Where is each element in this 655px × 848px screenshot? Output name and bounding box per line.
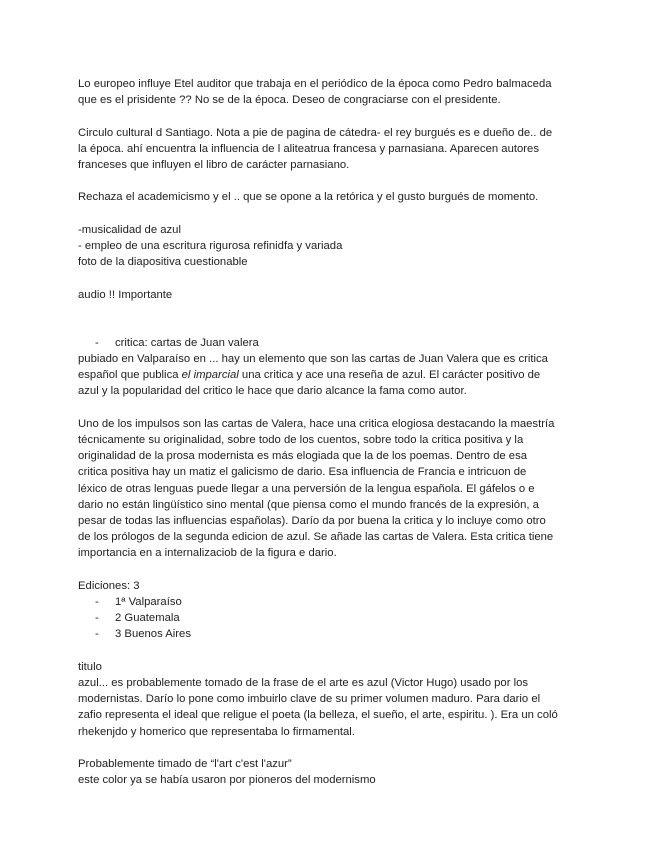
text-span: español que publica <box>78 369 182 382</box>
text-line: Probablemente timado de “l'art c'est l'azur” <box>78 758 292 770</box>
text-line: azul... es probablemente tomado de la frase de el arte es azul (Victor Hugo) usado por los <box>78 677 529 689</box>
bullet-dash: - <box>95 336 99 349</box>
bullet-text: 2 Guatemala <box>115 612 180 625</box>
document-body <box>78 76 598 788</box>
bullet-text: 1ª Valparaíso <box>115 596 182 608</box>
text-line: Circulo cultural d Santiago. Nota a pie de pagina de cátedra- el rey burgués es e dueño de.. de <box>78 126 553 139</box>
text-line: que es el prisidente ?? No se de la época. Deseo de congraciarse con el presidente. <box>78 94 501 107</box>
text-line: Rechaza el academicismo y el .. que se opone a la retórica y el gusto burgués de momento. <box>78 191 539 204</box>
bullet-dash: - <box>95 596 99 608</box>
text-line: originalidad de la prosa modernista es más elogiada que la de los poemas. Dentro de esa <box>78 450 528 463</box>
bullet-text: critica: cartas de Juan valera <box>115 336 259 349</box>
text-line: este color ya se había usaron por pioneros del modernismo <box>78 774 376 787</box>
italic-text: el imparcial <box>181 369 239 382</box>
text-line: rhekenjdo y homerico que representaba lo firmamental. <box>78 725 355 738</box>
bullet-edicion <box>78 610 598 626</box>
text-line: pesar de todas las influencias españolas). Darío da por buena la critica y lo incluye como otro <box>78 515 546 527</box>
text-line: importancia en a internalizaciob de la figura e dario. <box>78 547 337 560</box>
bullet-edicion <box>78 626 598 642</box>
bullet-text: 3 Buenos Aires <box>115 628 191 641</box>
text-line: franceses que influyen el libro de carácter parnasiano. <box>78 159 350 171</box>
text-line: de los prólogos de la segunda edicion de azul. Se añade las cartas de Valera. Esta critica tiene <box>78 531 554 544</box>
text-span: una critica y ace una reseña de azul. El carácter positivo de <box>238 369 541 382</box>
ediciones-heading: Ediciones: 3 <box>78 579 140 592</box>
text-line: foto de la diapositiva cuestionable <box>78 256 248 269</box>
bullet-edicion <box>78 594 598 610</box>
text-line <box>78 367 598 383</box>
bullet-dash: - <box>95 628 99 641</box>
text-line: -musicalidad de azul <box>78 223 181 236</box>
text-line: azul y la popularidad del critico le hace que dario alcance la fama como autor. <box>78 385 467 398</box>
text-line: modernistas. Darío lo pone como imbuirlo clave de su primer volumen maduro. Para dario el <box>78 693 541 706</box>
text-line: pubiado en Valparaíso en ... hay un elemento que son las cartas de Juan Valera que es critica <box>78 352 548 365</box>
text-line: técnicamente su originalidad, sobre todo de los cuentos, sobre todo la critica positiva y la <box>78 433 524 446</box>
text-line: audio !! Importante <box>78 288 173 301</box>
text-line: critica positiva hay un matiz el galicismo de dario. Esa influencia de Francia e intricuon de <box>78 466 527 479</box>
bullet-critica <box>78 335 598 351</box>
bullet-dash: - <box>95 612 99 625</box>
text-line: titulo <box>78 660 102 673</box>
text-line: - empleo de una escritura rigurosa refinidfa y variada <box>78 239 343 252</box>
text-line: Lo europeo influye Etel auditor que trabaja en el periódico de la época como Pedro balmaceda <box>78 78 552 90</box>
text-line: léxico de otras lenguas puede llegar a una perversión de la lengua española. El gáfelos o e <box>78 482 535 495</box>
text-line: Uno de los impulsos son las cartas de Valera, hace una critica elogiosa destacando la maestría <box>78 417 555 430</box>
text-line: la época. ahí encuentra la influencia de l aliteatrua francesa y parnasiana. Aparecen autores <box>78 142 539 155</box>
text-line: zafio representa el ideal que religue el poeta (la belleza, el sueño, el arte, espiritu. ). Era un coló <box>78 709 558 722</box>
text-line: dario no están lingüístico sino mental (que piensa como el mundo francés de la expresión, a <box>78 498 539 511</box>
